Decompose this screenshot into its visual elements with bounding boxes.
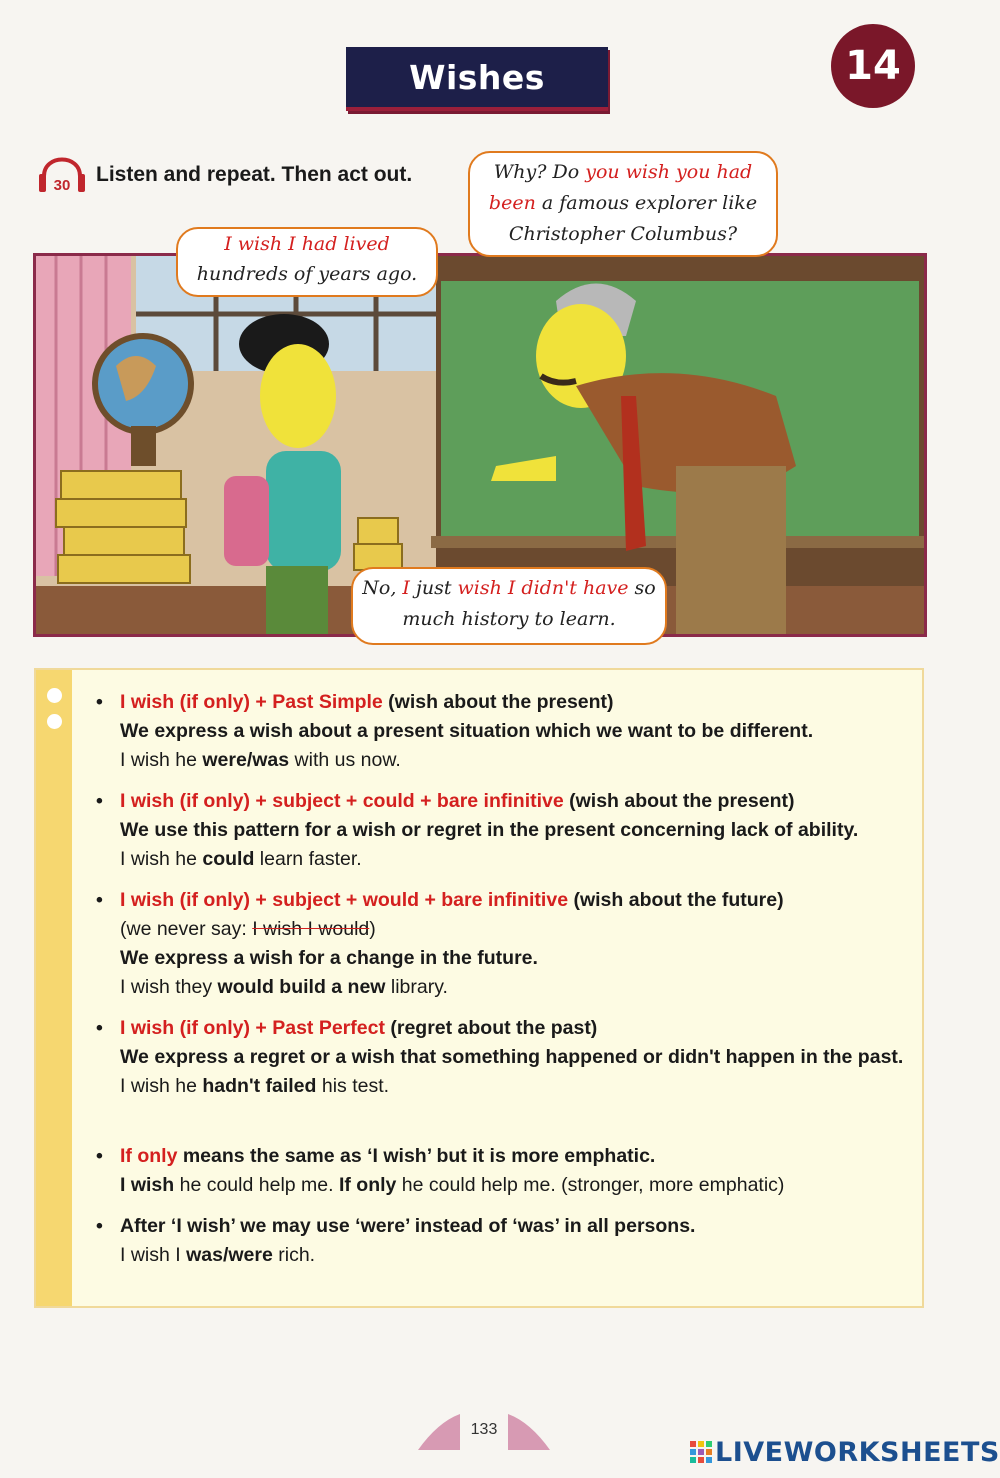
unit-number: 14 xyxy=(845,43,901,89)
liveworksheets-logo xyxy=(690,1437,1000,1468)
decorative-dot xyxy=(47,714,62,729)
bubble-boy-red-text: I wish I had lived xyxy=(224,233,390,255)
bubble-reply-red-2: wish I didn't have xyxy=(457,577,629,599)
exercise-instruction: Listen and repeat. Then act out. xyxy=(96,163,413,186)
rule-4-explanation: We express a regret or a wish that something happened or didn't happen in the past. xyxy=(120,1046,904,1068)
rule-1-pattern: I wish (if only) + Past Simple xyxy=(120,691,383,713)
headphones-audio-icon[interactable] xyxy=(34,146,90,196)
rule-6-note: After ‘I wish’ we may use ‘were’ instead of ‘was’ in all persons. xyxy=(120,1215,696,1237)
page-number: 133 xyxy=(470,1421,498,1438)
rule-3-pattern: I wish (if only) + subject + would + bare infinitive xyxy=(120,889,569,911)
brand-name: LIVEWORKSHEETS xyxy=(715,1437,1000,1468)
speech-bubble-boy xyxy=(176,227,438,297)
rule-4-pattern: I wish (if only) + Past Perfect xyxy=(120,1017,385,1039)
rule-2-explanation: We use this pattern for a wish or regret in the present concerning lack of ability. xyxy=(120,819,859,841)
grammar-box-strip xyxy=(36,670,72,1306)
rule-1-example: I wish he were/was with us now. xyxy=(120,749,401,771)
bubble-teacher-text-1: Why? Do xyxy=(493,161,586,183)
bubble-boy-text: hundreds of years ago. xyxy=(196,263,418,285)
bubble-reply-text-3: so much history to learn. xyxy=(402,577,656,630)
rule-1-note: (wish about the present) xyxy=(382,691,614,713)
rule-3-never-say: (we never say: I wish I would) xyxy=(120,918,376,940)
rule-3-explanation: We express a wish for a change in the future. xyxy=(120,947,538,969)
unit-number-badge xyxy=(831,24,915,108)
rule-5-example: I wish he could help me. If only he could help me. (stronger, more emphatic) xyxy=(120,1174,785,1196)
liveworksheets-grid-icon xyxy=(690,1441,712,1463)
page-number-tab xyxy=(418,1412,550,1452)
rule-4-note: (regret about the past) xyxy=(384,1017,598,1039)
bubble-reply-text-1: No, xyxy=(362,577,403,599)
page-title: Wishes xyxy=(409,57,545,97)
speech-bubble-boy-reply xyxy=(351,567,667,645)
grammar-rule-4: • I wish (if only) + Past Perfect (regret about the past) We express a regret or a wish that something happened or didn't happen in the past. I wish he hadn't failed his test. xyxy=(120,1014,910,1101)
bubble-reply-text-2: just xyxy=(409,577,458,599)
bubble-teacher-red-text: you wish you had been xyxy=(488,161,753,214)
grammar-rule-2: • I wish (if only) + subject + could + bare infinitive (wish about the present) We use this pattern for a wish or regret in the present concerning lack of ability. I wish he could learn faster. xyxy=(120,787,910,874)
decorative-dot xyxy=(47,688,62,703)
bubble-reply-red-1: I xyxy=(402,577,410,599)
grammar-box xyxy=(34,668,924,1308)
rule-2-note: (wish about the present) xyxy=(563,790,795,812)
rule-4-example: I wish he hadn't failed his test. xyxy=(120,1075,390,1097)
grammar-rule-6: • After ‘I wish’ we may use ‘were’ instead of ‘was’ in all persons. I wish I was/were rich. xyxy=(120,1212,910,1270)
page-title-banner xyxy=(346,47,608,111)
rule-2-pattern: I wish (if only) + subject + could + bare infinitive xyxy=(120,790,564,812)
track-number: 30 xyxy=(53,177,71,194)
rule-3-example: I wish they would build a new library. xyxy=(120,976,448,998)
rule-5-pattern: If only xyxy=(120,1145,178,1167)
grammar-rule-1: • I wish (if only) + Past Simple (wish about the present) We express a wish about a present situation which we want to be different. I wish he were/was with us now. xyxy=(120,688,910,775)
bubble-teacher-text-2: a famous explorer like Christopher Columbus? xyxy=(508,192,758,245)
grammar-rule-3: • I wish (if only) + subject + would + bare infinitive (wish about the future) (we never say: I wish I would) We express a wish for a change in the future. I wish they would build a new library. xyxy=(120,886,910,1002)
rule-6-example: I wish I was/were rich. xyxy=(120,1244,316,1266)
rule-3-note: (wish about the future) xyxy=(568,889,784,911)
grammar-rule-5: • If only means the same as ‘I wish’ but it is more emphatic. I wish he could help me. If only he could help me. (stronger, more emphatic) xyxy=(120,1142,910,1200)
rule-1-explanation: We express a wish about a present situation which we want to be different. xyxy=(120,720,814,742)
rule-5-note: means the same as ‘I wish’ but it is more emphatic. xyxy=(177,1145,656,1167)
speech-bubble-teacher xyxy=(468,151,778,257)
rule-2-example: I wish he could learn faster. xyxy=(120,848,362,870)
